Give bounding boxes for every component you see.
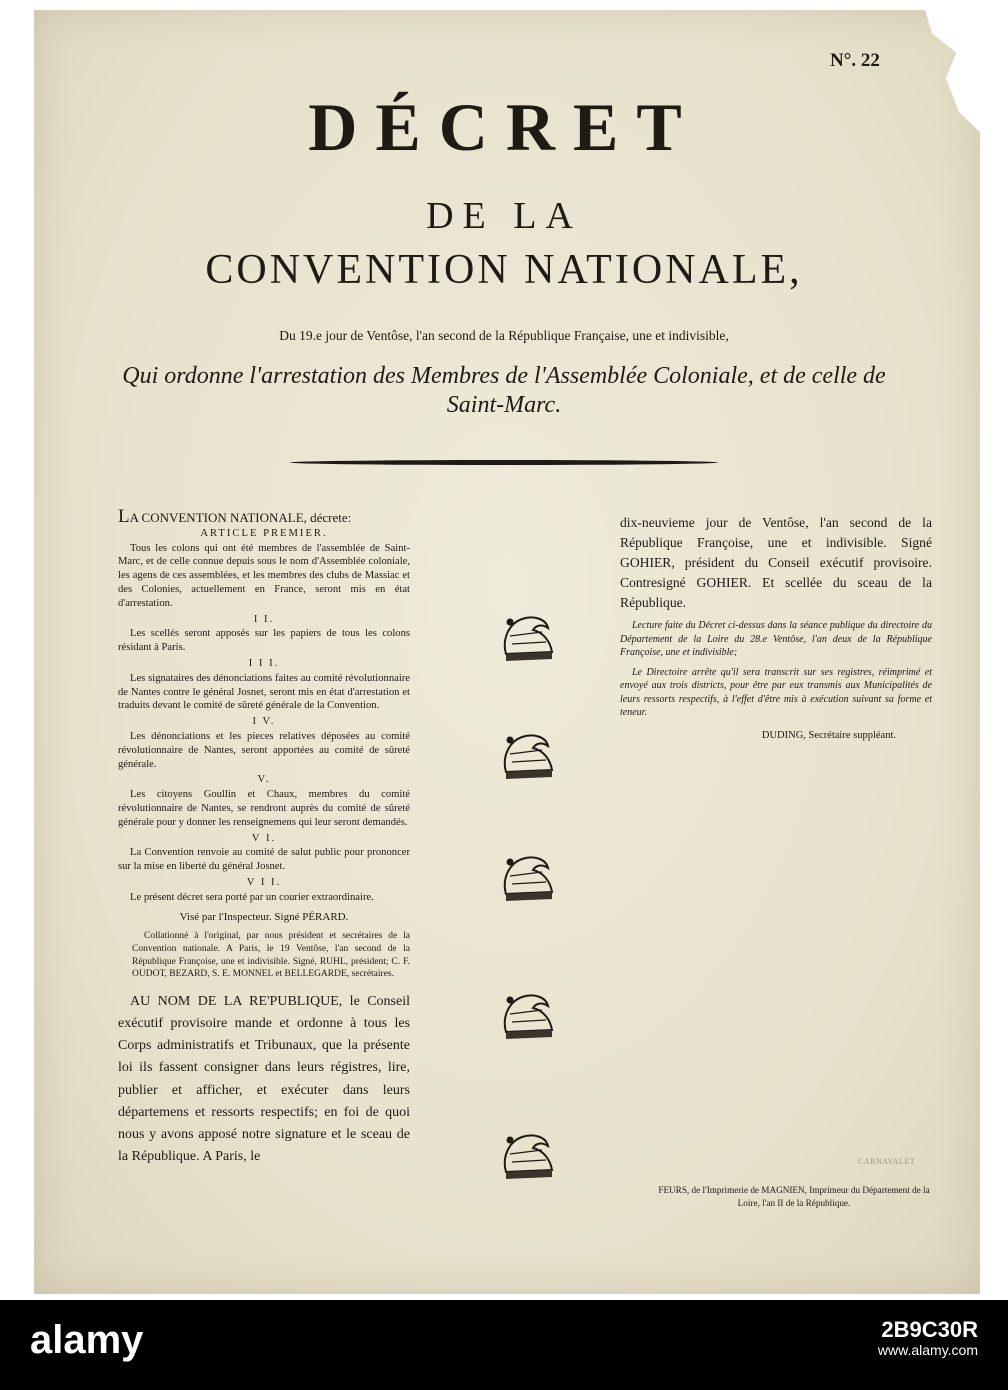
article-7-heading: V I I. [246,876,282,888]
subtitle: Qui ordonne l'arrestation des Membres de l'Assemblée Coloniale, et de celle de Saint-Marc. [122,363,886,418]
article-3-heading: I I I. [248,657,280,669]
date-line: Du 19.e jour de Ventôse, l'an second de la République Française, une et indivisible, [279,328,729,343]
article-4: Les dénonciations et les pieces relatives déposées au comité révolutionnaire de Nantes, seront apportées au comité de sûreté générale. [118,730,410,770]
article-5: Les citoyens Goullin et Chaux, membres du comité révolutionnaire de Nantes, se rendront auprès du comité de sûreté générale pour y donner les renseignemens qui leur seront demandés. [118,789,410,828]
secretaire-signature: DUDING, Secrétaire suppléant. [761,729,896,741]
article-7: Le présent décret sera porté par un courier extraordinaire. [130,891,374,903]
collationne-paragraph: Collationné à l'original, par nous président et secrétaires de la Convention nationale. A Paris, le 19 Ventôse, l'an second de la République Françoise, une et indivisible. Signé, RUHL, président; C. F. OUDOT, BEZARD, S. E. MONNEL et BELLEGARDE, secrétaires. [132,931,410,980]
title-convention: CONVENTION NATIONALE, [205,247,803,293]
title-decret: DÉCRET [308,89,700,165]
lead-line: LA CONVENTION NATIONALE, décrete: [118,506,352,527]
left-column [118,506,410,1168]
right-column [620,513,932,746]
article-3: Les signataires des dénonciations faites au comité révolutionnaire de Nantes contre le général Josnet, seront mis en état d'arrestation et traduits devant le comité de sûreté générale de la Convention. [118,672,410,712]
article-1-heading: ARTICLE PREMIER. [200,527,328,539]
image-code [877,1317,978,1360]
image-id: 2B9C30R [881,1317,978,1342]
au-nom-paragraph: AU NOM DE LA RE'PUBLIQUE, le Conseil exécutif provisoire mande et ordonne à tous les Corps administratifs et Tribunaux, que la présente loi ils fassent consigner dans leurs régistres, lire, publier et afficher, et exécuter dans leurs départemens et ressorts respectifs; en foi de quoi nous y avons apposé notre signature et le sceau de la République. A Paris, le [118,993,410,1165]
alamy-logo: alamy [30,1318,144,1362]
phrygian-cap-icon [498,988,558,1040]
lecture-paragraph: Lecture faite du Décret ci-dessus dans la séance publique du directoire du Département de la Loire du 28.e Ventôse, l'an deux de la République Françoise, une et indivisible; [620,620,932,658]
vise-line: Visé par l'Inspecteur. Signé PÉRARD. [179,910,349,923]
phrygian-cap-icon [498,1128,558,1180]
phrygian-cap-icon [498,728,558,780]
watermark-banner [0,1300,1008,1390]
phrygian-cap-icon [498,610,558,662]
article-6: La Convention renvoie au comité de salut public pour prononcer sur la mise en liberté du général Josnet. [118,847,410,873]
continuation-paragraph: dix-neuvieme jour de Ventôse, l'an second de la République Françoise, une et indivisible. Signé GOHIER, président du Conseil exécutif provisoire. Contresigné GOHIER. Et scellée du sceau de la République. [620,515,932,610]
divider-rule [290,460,718,465]
article-2-heading: I I. [253,613,275,625]
document-number: N°. 22 [830,50,880,71]
article-5-heading: V. [257,774,271,786]
title-de-la: DE LA [426,195,582,237]
printer-imprint: FEURS, de l'Imprimerie de MAGNIEN, Imprimeur du Département de la Loire, l'an II de la République. [658,1185,930,1208]
phrygian-cap-icon [498,850,558,902]
site-url: www.alamy.com [877,1342,978,1358]
article-2: Les scellés seront apposés sur les papiers de tous les colons résidant à Paris. [118,628,410,654]
directoire-paragraph: Le Directoire arrête qu'il sera transcrit sur ses registres, réimprimé et envoyé aux trois districts, pour être par eux transmis aux Municipalités de leurs ressorts respectifs, à l'effet d'être mis à exécution suivant sa forme et teneur. [620,666,932,718]
article-4-heading: I V. [252,716,276,728]
article-1: Tous les colons qui ont été membres de l'assemblée de Saint-Marc, et de celle connue depuis sous le nom d'Assemblée coloniale, les agens de ces assemblées, et les membres des clubs de Massiac et des Colonies, actuellement en France, seront mis en état d'arrestation. [118,542,410,609]
archive-stamp: CARNAVALET [858,1157,916,1166]
article-6-heading: V I. [251,832,277,844]
